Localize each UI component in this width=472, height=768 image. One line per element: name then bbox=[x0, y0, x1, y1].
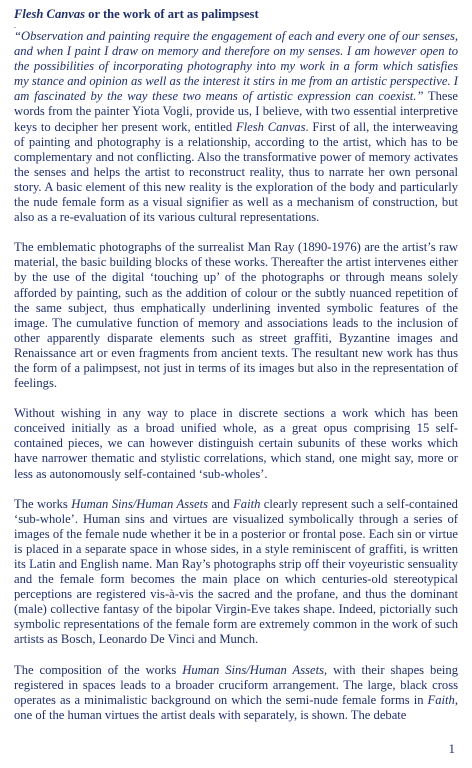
italic-segment: “Observation and painting require the engagement of each and every one of our senses, and when I paint I draw on memory and therefore on my senses. I am however open to the possibilities of incorporating photography into my work in a form which satisfies my stance and opinion as well as the interest it stirs in me from an artistic perspective. I am fascinated by the way these two means of artistic expression can coexist.” bbox=[14, 29, 458, 104]
text-segment: . First of all, the interweaving of painting and photography is a relationship, according to the artist, which has to be complementary and not conflicting. Also the transformative power of memory activates the senses and helps the artist to reconstruct reality, thus to narrate her own personal story. A basic element of this new reality is the exploration of the body and particularly the nude female form as a visual signifier as well as a mechanism of construction, but also as a re-evaluation of its various cultural representations. bbox=[14, 119, 458, 225]
title-marker: . bbox=[14, 21, 16, 30]
text-segment: clearly represent such a self-contained ‘sub-whole’. Human sins and virtues are visualized symbolically through a series of images of the female nude whether it be in a posterior or frontal pose. Each sin or virtue is placed in a separate space in whose sides, in a style reminiscent of graffiti, is written its Latin and English name. Man Ray’s photographs strip off their voyeuristic sensuality and the female form becomes the main place on which centuries-old stereotypical perceptions are registered vis-à-vis the sacred and the profane, and thus the dominant (male) collective fantasy of the bipolar Virgin-Eve takes shape. Indeed, pictorially such symbolic representations of the female form are extremely common in the work of such artists as Bosch, Leonardo De Vinci and Munch. bbox=[14, 496, 458, 647]
title-rest: or the work of art as palimpsest bbox=[85, 7, 259, 21]
paragraph-3 bbox=[14, 406, 458, 481]
title-italic: Flesh Canvas bbox=[14, 7, 86, 21]
paragraph-1 bbox=[14, 29, 458, 225]
paragraph-5 bbox=[14, 663, 458, 723]
paragraph-2 bbox=[14, 240, 458, 391]
page-number: 1 bbox=[448, 741, 455, 756]
text-segment: The works bbox=[14, 496, 72, 511]
text-segment: , with their shapes being registered in spaces leads to a broader cruciform arrangement. The large, black cross operates as a minimalistic background on which the semi-nude female forms in bbox=[14, 662, 458, 707]
text-segment: The emblematic photographs of the surrealist Man Ray (1890-1976) are the artist’s raw material, the basic building blocks of these works. Thereafter the artist intervenes either by the use of the digital ‘touching up’ of the photographs or through means solely afforded by painting, such as the addition of colour or the subtly nuanced repetition of the same subject, thus emphatically underlining invented symbolic features of the image. The cumulative function of memory and associations leads to the inclusion of other apparently disparate elements such as street graffiti, Byzantine images and Renaissance art or even fragments from ancient texts. The resultant new work has thus the form of a palimpsest, not just in terms of its images but also in the representation of feelings. bbox=[14, 240, 458, 391]
text-segment: Without wishing in any way to place in discrete sections a work which has been conceived initially as a broad unified whole, as a great opus comprising 15 self-contained pieces, we can however distinguish certain subunits of these works which have narrower thematic and stylistic correlations, which stand, one might say, more or less as autonomously self-contained ‘sub-wholes’. bbox=[14, 406, 458, 481]
document-title bbox=[14, 7, 458, 22]
italic-segment: Human Sins/Human Assets bbox=[182, 662, 325, 677]
text-segment: , one of the human virtues the artist deals with separately, is shown. The debate bbox=[14, 692, 458, 722]
paragraph-4 bbox=[14, 497, 458, 648]
text-segment: These words from the painter Yiota Vogli, provide us, I believe, with two essential interpretive keys to decipher her present work, entitled bbox=[14, 89, 458, 134]
italic-segment: Human Sins/Human Assets bbox=[71, 496, 209, 511]
italic-segment: Faith bbox=[427, 692, 455, 707]
text-segment: The composition of the works bbox=[14, 662, 183, 677]
italic-segment: Faith bbox=[233, 496, 261, 511]
italic-segment: Flesh Canvas bbox=[235, 119, 306, 134]
text-segment: and bbox=[208, 496, 234, 511]
